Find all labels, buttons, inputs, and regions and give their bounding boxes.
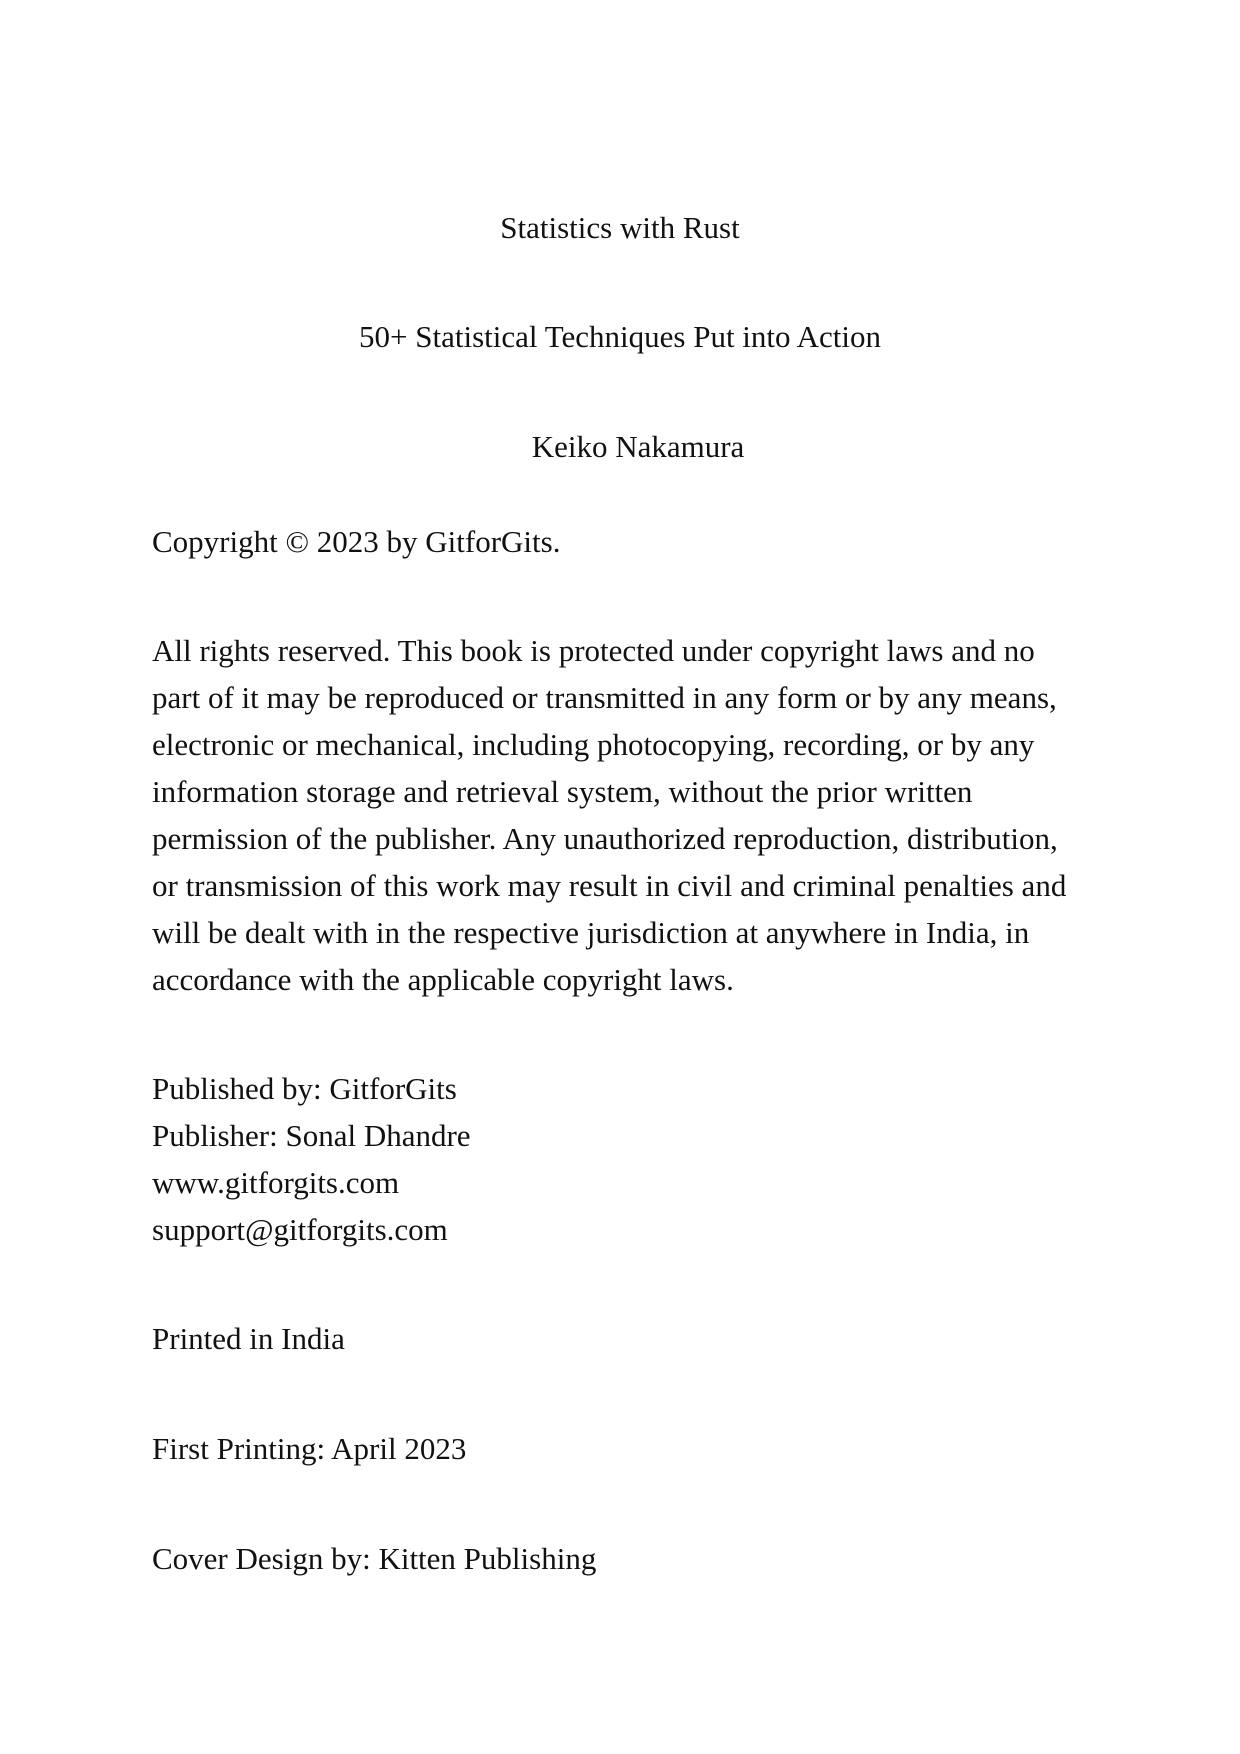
rights-line: or transmission of this work may result in civil and criminal penalties and — [152, 868, 1067, 903]
rights-line: will be dealt with in the respective jurisdiction at anywhere in India, in — [152, 915, 1030, 950]
publisher-website: www.gitforgits.com — [152, 1165, 400, 1200]
first-printing: First Printing: April 2023 — [152, 1431, 467, 1466]
rights-line: electronic or mechanical, including photocopying, recording, or by any — [152, 727, 1035, 762]
publisher-info — [152, 1065, 1092, 1253]
rights-line: All rights reserved. This book is protected under copyright laws and no — [152, 633, 1035, 668]
rights-line: information storage and retrieval system, without the prior written — [152, 774, 973, 809]
book-subtitle: 50+ Statistical Techniques Put into Action — [359, 319, 881, 354]
rights-line: part of it may be reproduced or transmitted in any form or by any means, — [152, 680, 1057, 715]
copyright-notice: Copyright © 2023 by GitforGits. — [152, 524, 561, 559]
rights-line: permission of the publisher. Any unauthorized reproduction, distribution, — [152, 821, 1058, 856]
publisher-name: Publisher: Sonal Dhandre — [152, 1118, 471, 1153]
book-title: Statistics with Rust — [500, 210, 740, 245]
printed-location: Printed in India — [152, 1321, 345, 1356]
cover-design-credit: Cover Design by: Kitten Publishing — [152, 1541, 597, 1576]
book-author: Keiko Nakamura — [531, 429, 745, 464]
rights-paragraph — [152, 627, 1092, 1003]
publisher-email: support@gitforgits.com — [152, 1212, 448, 1247]
rights-line: accordance with the applicable copyright laws. — [152, 962, 734, 997]
published-by: Published by: GitforGits — [152, 1071, 457, 1106]
